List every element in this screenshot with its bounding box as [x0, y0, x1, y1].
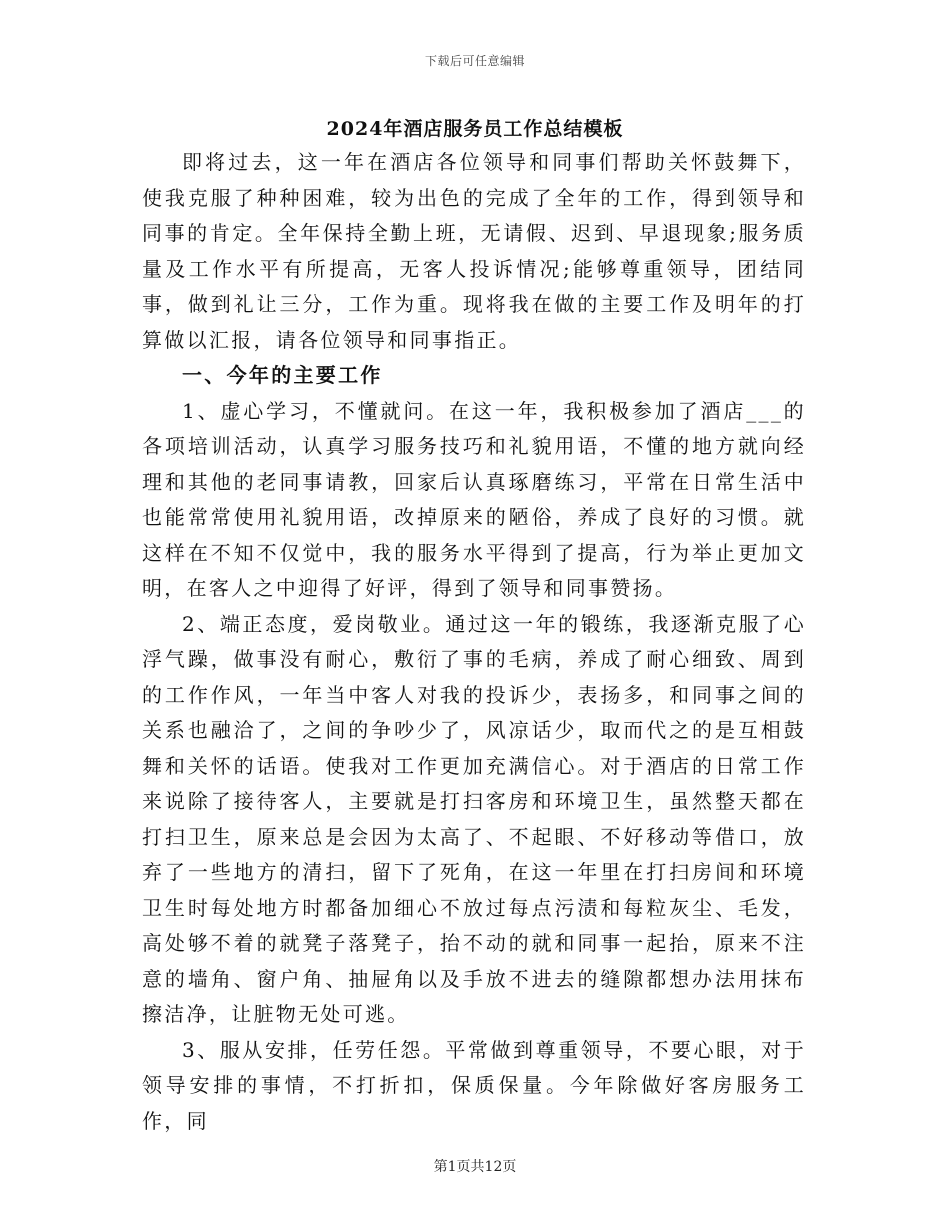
section-heading: 一、今年的主要工作	[182, 363, 383, 387]
page-footer: 第1页共12页	[433, 1159, 517, 1175]
body-paragraph: 1、虚心学习，不懂就问。在这一年，我积极参加了酒店___的各项培训活动，认真学习服务技巧和礼貌用语，不懂的地方就向经理和其他的老同事请教，回家后认真琢磨练习，平常在日常生活中也能常常使用礼貌用语，改掉原来的陋俗，养成了良好的习惯。就这样在不知不仅觉中，我的服务水平得到了提高，行为举止更加文明，在客人之中迎得了好评，得到了领导和同事赞扬。	[142, 398, 806, 600]
body-paragraph: 2、端正态度，爱岗敬业。通过这一年的锻练，我逐渐克服了心浮气躁，做事没有耐心，敷衍了事的毛病，养成了耐心细致、周到的工作作风，一年当中客人对我的投诉少，表扬多，和同事之间的关系也融洽了，之间的争吵少了，风凉话少，取而代之的是互相鼓舞和关怀的话语。使我对工作更加充满信心。对于酒店的日常工作来说除了接待客人，主要就是打扫客房和环境卫生，虽然整天都在打扫卫生，原来总是会因为太高了、不起眼、不好移动等借口，放弃了一些地方的清扫，留下了死角，在这一年里在打扫房间和环境卫生时每处地方时都备加细心不放过每点污渍和每粒灰尘、毛发，高处够不着的就凳子落凳子，抬不动的就和同事一起抬，原来不注意的墙角、窗户角、抽屉角以及手放不进去的缝隙都想办法用抹布擦洁净，让脏物无处可逃。	[142, 611, 806, 1026]
intro-paragraph: 即将过去，这一年在酒店各位领导和同事们帮助关怀鼓舞下，使我克服了种种困难，较为出色的完成了全年的工作，得到领导和同事的肯定。全年保持全勤上班，无请假、迟到、早退现象;服务质量及工作水平有所提高，无客人投诉情况;能够尊重领导，团结同事，做到礼让三分，工作为重。现将我在做的主要工作及明年的打算做以汇报，请各位领导和同事指正。	[142, 150, 806, 352]
document-title: 2024年酒店服务员工作总结模板	[326, 118, 624, 140]
document-body	[142, 145, 806, 1139]
header-note: 下载后可任意编辑	[424, 54, 525, 68]
body-paragraph: 3、服从安排，任劳任怨。平常做到尊重领导，不要心眼，对于领导安排的事情，不打折扣，保质保量。今年除做好客房服务工作，同	[142, 1037, 806, 1133]
